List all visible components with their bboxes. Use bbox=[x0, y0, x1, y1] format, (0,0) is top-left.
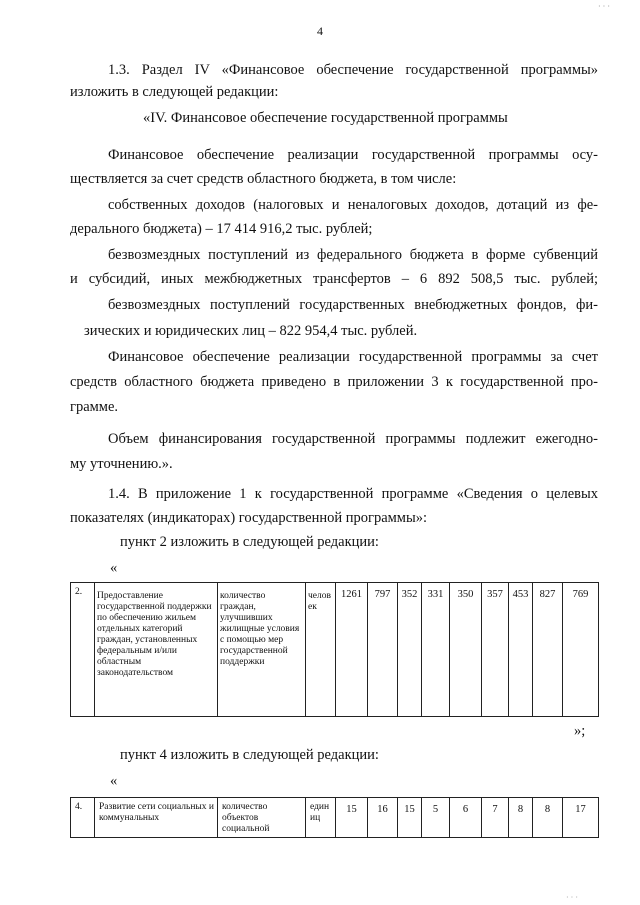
text-line: му уточнению.». bbox=[70, 456, 173, 472]
open-quote: « bbox=[110, 560, 118, 576]
table-cell-number: 4. bbox=[71, 798, 95, 838]
table-cell-value: 827 bbox=[533, 583, 563, 717]
table-cell-unit: единиц bbox=[306, 798, 336, 838]
corner-mark: · · · bbox=[598, 2, 610, 11]
table-cell-value: 17 bbox=[563, 798, 599, 838]
table-cell-value: 797 bbox=[368, 583, 398, 717]
text-line: и субсидий, иных межбюджетных трансфертов – 6 892 508,5 тыс. рублей; bbox=[70, 271, 598, 287]
text-line: безвозмездных поступлений государственных внебюджетных фондов, фи- bbox=[108, 297, 598, 313]
table-cell-value: 15 bbox=[336, 798, 368, 838]
text-line: пункт 2 изложить в следующей редакции: bbox=[120, 534, 379, 550]
open-quote: « bbox=[110, 773, 118, 789]
table-cell-value: 1261 bbox=[336, 583, 368, 717]
table-cell-value: 331 bbox=[422, 583, 450, 717]
table-cell-value: 357 bbox=[482, 583, 509, 717]
paragraph-1-4: 1.4. В приложение 1 к государственной программе «Сведения о целевых bbox=[108, 486, 598, 502]
text-line: зических и юридических лиц – 822 954,4 тыс. рублей. bbox=[84, 323, 418, 339]
indicator-table-item-2 bbox=[70, 582, 599, 717]
table-cell-indicator: количество объектов социальной bbox=[218, 798, 306, 838]
table-cell-value: 8 bbox=[509, 798, 533, 838]
text-line: собственных доходов (налоговых и неналоговых доходов, дотаций из фе- bbox=[108, 197, 598, 213]
text-line: безвозмездных поступлений из федерального бюджета в форме субвенций bbox=[108, 247, 598, 263]
paragraph-1-3: 1.3. Раздел IV «Финансовое обеспечение государственной программы» bbox=[108, 62, 598, 78]
table-cell-value: 16 bbox=[368, 798, 398, 838]
text-line: пункт 4 изложить в следующей редакции: bbox=[120, 747, 379, 763]
text-line: Финансовое обеспечение реализации государственной программы осу- bbox=[108, 147, 598, 163]
table-cell-unit: человек bbox=[306, 583, 336, 717]
table-cell-value: 352 bbox=[398, 583, 422, 717]
table-cell-value: 15 bbox=[398, 798, 422, 838]
table-cell-name: Развитие сети социальных и коммунальных bbox=[95, 798, 218, 838]
text-line: Объем финансирования государственной программы подлежит ежегодно- bbox=[108, 431, 598, 447]
table-cell-value: 769 bbox=[563, 583, 599, 717]
table-cell-name: Предоставление государственной поддержки по обеспечению жильем отдельных категорий граждан, установленных федеральным и/или областным законодательством bbox=[95, 583, 218, 717]
table-cell-value: 350 bbox=[450, 583, 482, 717]
text-line: Финансовое обеспечение реализации государственной программы за счет bbox=[108, 349, 598, 365]
text-line: изложить в следующей редакции: bbox=[70, 84, 279, 100]
text-line: показателях (индикаторах) государственной программы»: bbox=[70, 510, 427, 526]
table-cell-number: 2. bbox=[71, 583, 95, 717]
table-cell-value: 6 bbox=[450, 798, 482, 838]
text-line: грамме. bbox=[70, 399, 119, 415]
section-heading: «IV. Финансовое обеспечение государственной программы bbox=[143, 110, 508, 126]
table-cell-indicator: количество граждан, улучшивших жилищные условия с помощью мер государственной поддержки bbox=[218, 583, 306, 717]
table-cell-value: 8 bbox=[533, 798, 563, 838]
close-quote: »; bbox=[574, 723, 586, 739]
table-cell-value: 453 bbox=[509, 583, 533, 717]
text-line: средств областного бюджета приведено в приложении 3 к государственной про- bbox=[70, 374, 598, 390]
text-line: ществляется за счет средств областного бюджета, в том числе: bbox=[70, 171, 457, 187]
corner-mark: · · · bbox=[566, 893, 578, 902]
text-line: дерального бюджета) – 17 414 916,2 тыс. рублей; bbox=[70, 221, 373, 237]
table-cell-value: 7 bbox=[482, 798, 509, 838]
table-cell-value: 5 bbox=[422, 798, 450, 838]
page-number: 4 bbox=[317, 24, 323, 38]
indicator-table-item-4 bbox=[70, 797, 599, 838]
